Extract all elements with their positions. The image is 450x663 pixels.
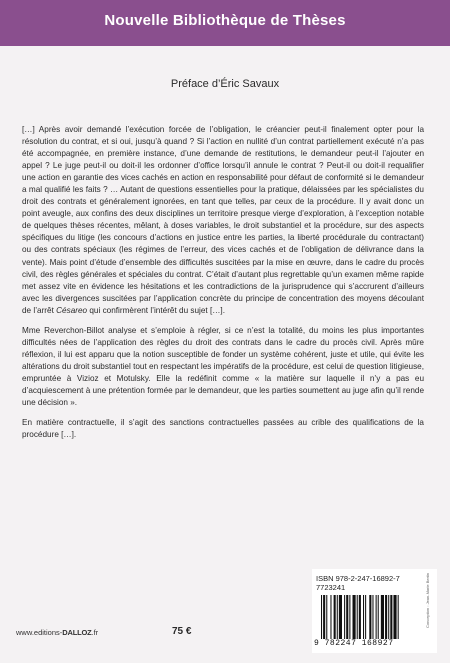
paragraph-1-end: qui confirmèrent l’intérêt du sujet […].	[89, 305, 225, 315]
isbn-text	[316, 574, 436, 592]
barcode-bar	[372, 595, 373, 639]
barcode-bar	[339, 595, 342, 639]
barcode-bar	[398, 595, 399, 639]
barcode-bar	[381, 595, 384, 639]
barcode-bar	[385, 595, 387, 639]
barcode-bar	[359, 595, 361, 639]
barcode-bar	[369, 595, 371, 639]
publisher-website[interactable]	[16, 628, 98, 637]
barcode-digits: 9 782247 168927	[314, 639, 394, 648]
barcode-bar	[349, 595, 350, 639]
barcode-bar	[330, 595, 331, 639]
paragraph-1-text: […] Après avoir demandé l’exécution forcée de l’obligation, le créancier peut-il finalement opter pour la résolution du contrat, et si oui, jusqu’à quand ? Si l’action en nullité d’un contrat partiellement exécuté n’a pas été accompagnée, en première instance, d’une demande de restitutions, le demandeur peut-il l’ajouter en appel ? Le juge peut-il ou doit-il les ordonner d’office lorsqu’il annule le contrat ? Peut-il ou doit-il requalifier une action en garantie des vices cachés en action en responsabilité pour défaut de conformité si le demandeur a mal qualifié les faits ? … Autant de questions essentielles pour la pratique, délaissées par les spécialistes du droit des contrats et généralement ignorées, en tant que telles, par ceux de la procédure. Il y avait donc un point aveugle, aux confins des deux disciplines un territoire presque vierge d’exploration, à l’exception notable de quelques thèses récentes, mêlant, à doses variables, le droit substantiel et la procédure, sur des aspects spécifiques du litige (les concours d’actions en justice entre les parties, la liberté procédurale du contractant) ou des contrats spéciaux (les régimes de l’erreur, des vices cachés et de l’obligation de délivrance dans la vente). Mais point d’étude d’ensemble des difficultés suscitées par la mise en œuvre, dans le cadre du procès civil, des règles générales et spéciales du contrat. C’était d’autant plus regrettable qu’un examen même rapide met assez vite en évidence les hésitations et les contradictions de la jurisprudence qui s’accrurent d’ailleurs avec les divergences suscitées par l’application concrète du principe de concentration des moyens découlant de l’arrêt	[22, 125, 424, 315]
barcode-bar	[393, 595, 396, 639]
barcode-bar	[390, 595, 392, 639]
paragraph-3: En matière contractuelle, il s’agit des sanctions contractuelles passées au crible des qualifications de la procédure […].	[22, 418, 424, 440]
barcode-bar	[344, 595, 345, 639]
publisher-brand: DALLOZ	[62, 628, 92, 637]
barcode-bar	[376, 595, 377, 639]
barcode-bar	[365, 595, 366, 639]
preface-line: Préface d’Éric Savaux	[170, 78, 280, 90]
barcode-bar	[334, 595, 336, 639]
series-title: Nouvelle Bibliothèque de Thèses	[104, 12, 346, 29]
barcode-bar	[346, 595, 348, 639]
design-credit: Conception : Jean-Marie Bertin	[425, 572, 430, 628]
barcode-icon	[320, 595, 432, 639]
product-code: 7723241	[316, 583, 346, 592]
website-prefix: www.editions-	[16, 628, 63, 637]
price: 75 €	[172, 626, 192, 637]
isbn-barcode-box	[312, 569, 437, 653]
barcode-bar	[378, 595, 379, 639]
header-banner	[0, 0, 450, 46]
barcode-bar	[321, 595, 322, 639]
barcode-bar	[337, 595, 338, 639]
barcode-bar	[363, 595, 364, 639]
case-name: Césareo	[56, 305, 88, 315]
paragraph-1	[22, 124, 424, 317]
barcode-bar	[323, 595, 325, 639]
barcode-bar	[388, 595, 389, 639]
back-cover-text	[22, 124, 424, 449]
barcode-bar	[326, 595, 327, 639]
barcode-bar	[353, 595, 356, 639]
isbn-number: ISBN 978-2-247-16892-7	[316, 574, 400, 583]
website-suffix: .fr	[91, 628, 99, 637]
barcode-bar	[357, 595, 358, 639]
paragraph-2: Mme Reverchon-Billot analyse et s’emploie à régler, si ce n’est la totalité, du moins les plus importantes difficultés nées de l’application des règles du droit des contrats dans le cadre du procès civil. Après mûre réflexion, il lui est apparu que la notion susceptible de fonder un système cohérent, juste et utile, qui évite les altérations du droit substantiel tout en respectant les impératifs de la procédure, est celui de question litigieuse, empruntée à Vizioz et Motulsky. Elle la redéfinit comme « la matière sur laquelle il n’y a pas eu d’acquiescement à une prétention formée par le demandeur, que les parties soumettent au juge afin qu’il rende une décision ».	[22, 325, 424, 408]
